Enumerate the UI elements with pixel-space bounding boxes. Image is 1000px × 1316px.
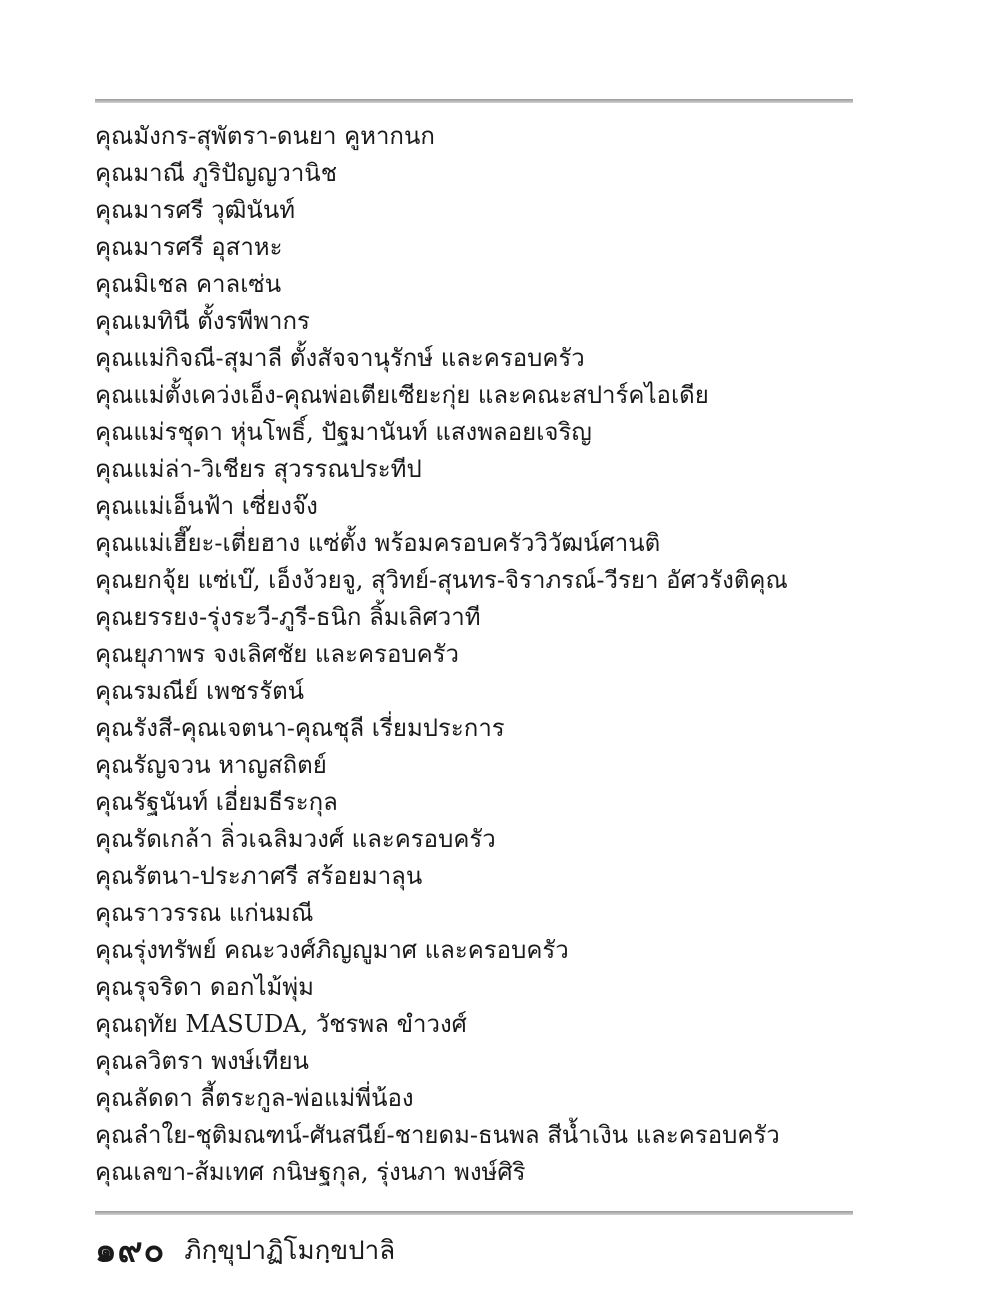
list-item: คุณแม่กิจณี-สุมาลี ตั้งสัจจานุรักษ์ และครอบครัว	[95, 344, 585, 372]
list-item: คุณยุภาพร จงเลิศชัย และครอบครัว	[95, 640, 460, 668]
list-item: คุณเลขา-ส้มเทศ กนิษฐกุล, รุ่งนภา พงษ์ศิริ	[95, 1158, 526, 1186]
running-title: ภิกฺขุปาฏิโมกฺขปาลิ	[184, 1235, 396, 1266]
list-item: คุณมารศรี วุฒินันท์	[95, 196, 296, 224]
page-footer	[95, 1228, 395, 1272]
list-item: คุณลวิตรา พงษ์เทียน	[95, 1047, 309, 1075]
list-item: คุณแม่เฮี๊ยะ-เตี่ยฮาง แซ่ตั้ง พร้อมครอบครัววิวัฒน์ศานติ	[95, 529, 661, 557]
list-item: คุณรังสี-คุณเจตนา-คุณชุลี เรี่ยมประการ	[95, 714, 505, 742]
list-item: คุณลัดดา ลี้ตระกูล-พ่อแม่พี่น้อง	[95, 1084, 414, 1112]
list-item: คุณรัญจวน หาญสถิตย์	[95, 751, 327, 779]
list-item: คุณมารศรี อุสาหะ	[95, 233, 283, 261]
list-item: คุณแม่รชุดา หุ่นโพธิ์, ปัฐมานันท์ แสงพลอยเจริญ	[95, 418, 592, 446]
list-item: คุณยกจุ้ย แซ่เบ๊, เอ็งง้วยจู, สุวิทย์-สุนทร-จิราภรณ์-วีรยา อัศวรังติคุณ	[95, 566, 788, 594]
list-item: คุณเมทินี ตั้งรพีพากร	[95, 307, 310, 335]
list-item: คุณรัตนา-ประภาศรี สร้อยมาลุน	[95, 862, 423, 890]
list-item: คุณแม่ล่า-วิเชียร สุวรรณประทีป	[95, 455, 422, 483]
top-divider	[95, 99, 853, 103]
list-item: คุณรุ่งทรัพย์ คณะวงศ์ภิญญูมาศ และครอบครัว	[95, 936, 569, 964]
list-item: คุณลำใย-ชุติมณฑน์-ศันสนีย์-ชายดม-ธนพล สีน้ำเงิน และครอบครัว	[95, 1121, 780, 1149]
list-item: คุณรัดเกล้า ลิ่วเฉลิมวงศ์ และครอบครัว	[95, 825, 496, 853]
list-item: คุณมังกร-สุพัตรา-ดนยา คูหากนก	[95, 122, 435, 150]
list-item: คุณฤทัย MASUDA, วัชรพล ขำวงศ์	[95, 1010, 467, 1038]
list-item: คุณรมณีย์ เพชรรัตน์	[95, 677, 305, 705]
donor-name-list	[95, 118, 855, 1191]
list-item: คุณแม่ตั้งเคว่งเอ็ง-คุณพ่อเตียเซียะกุ่ย และคณะสปาร์คไอเดีย	[95, 381, 709, 409]
list-item: คุณรุจริดา ดอกไม้พุ่ม	[95, 973, 314, 1001]
list-item: คุณราวรรณ แก่นมณี	[95, 899, 314, 927]
list-item: คุณรัฐนันท์ เอี่ยมธีระกุล	[95, 788, 338, 816]
list-item: คุณยรรยง-รุ่งระวี-ภูรี-ธนิก ลิ้มเลิศวาที	[95, 603, 481, 631]
page-number: ๑๙๐	[95, 1230, 166, 1271]
list-item: คุณมิเชล คาลเซ่น	[95, 270, 282, 298]
list-item: คุณมาณี ภูริปัญญวานิช	[95, 159, 338, 187]
bottom-divider	[95, 1211, 853, 1215]
list-item: คุณแม่เอ็นฟ้า เซี่ยงจ๊ง	[95, 492, 318, 520]
